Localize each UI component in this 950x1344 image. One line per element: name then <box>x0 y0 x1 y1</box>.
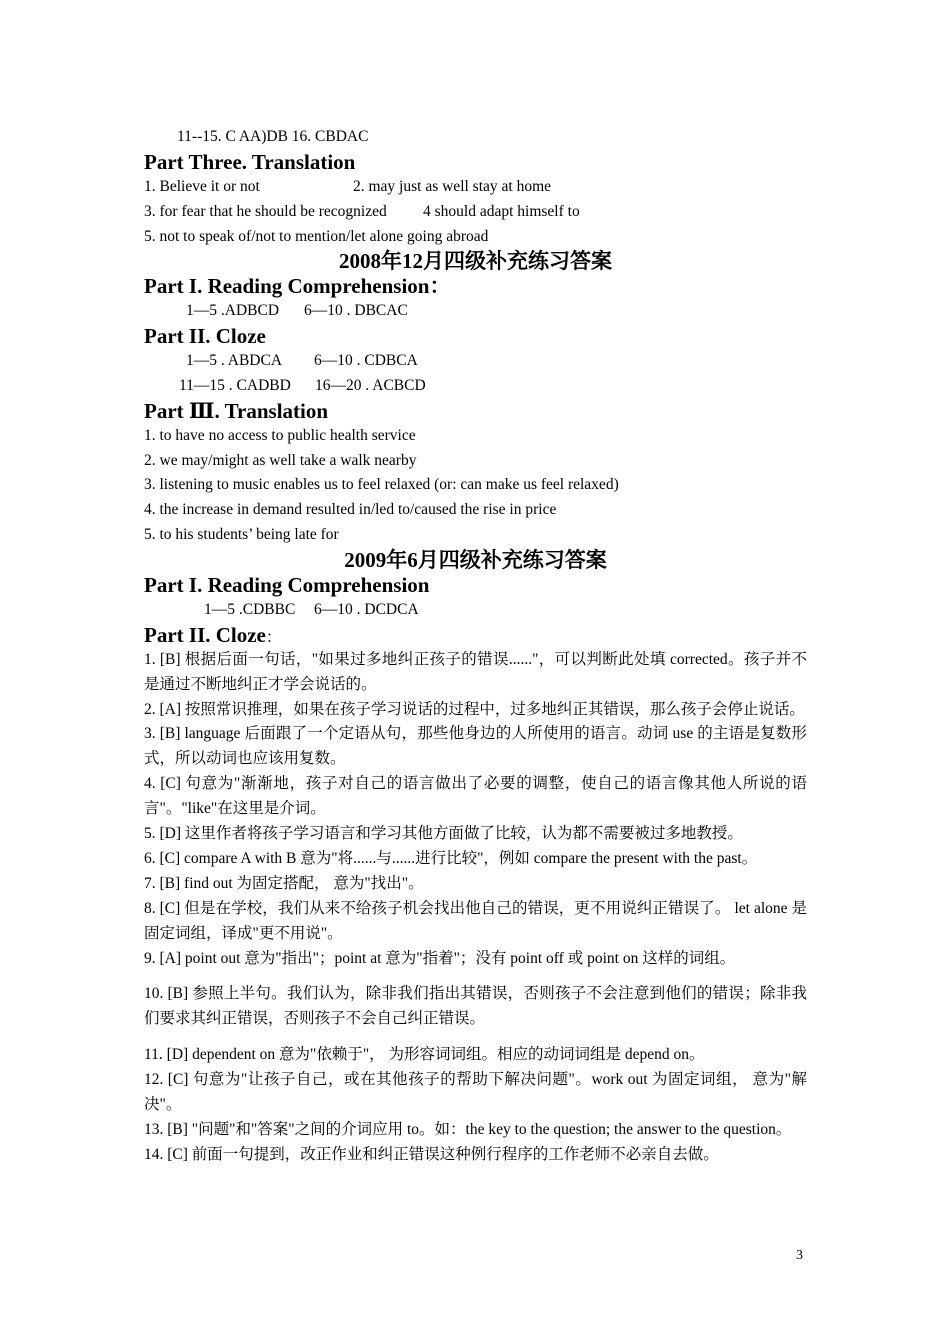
translation-2008-item: 5. to his students’ being late for <box>144 526 339 544</box>
cloze-explanation: 5. [D] 这里作者将孩子学习语言和学习其他方面做了比较，认为都不需要被过多地教授。 <box>144 825 743 843</box>
cloze-heading-colon: ： <box>265 628 282 646</box>
translation-2008-item: 1. to have no access to public health service <box>144 426 416 444</box>
translation-row-3: 5. not to speak of/not to mention/let alone going abroad <box>144 227 489 245</box>
cloze-explanation: 4. [C] 句意为"渐渐地，孩子对自己的语言做出了必要的调整，使自己的语言像其他人所说的语言"。"like"在这里是介词。 <box>144 775 807 818</box>
answer-group: 6—10 . DBCAC <box>304 302 408 320</box>
part-three-heading: Part Three. Translation <box>144 149 356 174</box>
answer-group: 6—10 . DCDCA <box>314 600 419 618</box>
translation-item: 4 should adapt himself to <box>423 202 580 220</box>
translation-2008-item: 4. the increase in demand resulted in/led to/caused the rise in price <box>144 501 557 519</box>
translation-row-1 <box>144 175 807 200</box>
cloze-explanation: 14. [C] 前面一句提到，改正作业和纠正错误这种例行程序的工作老师不必亲自去做。 <box>144 1145 719 1163</box>
cloze-answers-2008-row1 <box>144 349 807 374</box>
answer-group: 6—10 . CDBCA <box>314 352 418 370</box>
translation-row-2 <box>144 200 807 225</box>
cloze-explanation: 3. [B] language 后面跟了一个定语从句，那些他身边的人所使用的语言。动词 use 的主语是复数形式，所以动词也应该用复数。 <box>144 725 807 768</box>
translation-item: 2. may just as well stay at home <box>353 177 552 195</box>
reading-answers-2008 <box>144 299 807 324</box>
translation-heading-2008: Part Ⅲ. Translation <box>144 398 329 423</box>
answer-group: 1—5 .ADBCD <box>186 302 280 320</box>
cloze-explanation: 12. [C] 句意为"让孩子自己，或在其他孩子的帮助下解决问题"。work out 为固定词组， 意为"解决"。 <box>144 1071 807 1114</box>
cloze-explanation: 2. [A] 按照常识推理，如果在孩子学习说话的过程中，过多地纠正其错误，那么孩子会停止说话。 <box>144 700 805 718</box>
section-title-2008: 2008年12月四级补充练习答案 <box>339 249 612 274</box>
answer-group: 16—20 . ACBCD <box>315 376 426 394</box>
reading-answers-2009 <box>144 598 807 623</box>
cloze-answers-2008-row2 <box>144 374 807 399</box>
cloze-explanation: 10. [B] 参照上半句。我们认为，除非我们指出其错误，否则孩子不会注意到他们的错误；除非我们要求其纠正错误，否则孩子不会自己纠正错误。 <box>144 985 807 1028</box>
cloze-explanation: 1. [B] 根据后面一句话，"如果过多地纠正孩子的错误......"，可以判断此处填 corrected。孩子并不是通过不断地纠正才学会说话的。 <box>144 650 807 693</box>
reading-heading-2009: Part I. Reading Comprehension <box>144 573 430 598</box>
answer-group: 1—5 . ABDCA <box>186 352 283 370</box>
cloze-explanation: 9. [A] point out 意为"指出"；point at 意为"指着"；没有 point off 或 point on 这样的词组。 <box>144 949 736 967</box>
translation-item: 3. for fear that he should be recognized <box>144 202 387 220</box>
document-page <box>144 125 807 1168</box>
answer-group: 1—5 .CDBBC <box>204 600 296 618</box>
cloze-explanation: 6. [C] compare A with B 意为"将......与......进行比较"，例如 compare the present with the past。 <box>144 849 758 867</box>
translation-2008-item: 3. listening to music enables us to feel relaxed (or: can make us feel relaxed) <box>144 476 619 494</box>
page-number: 3 <box>796 1248 803 1263</box>
cloze-explanation: 8. [C] 但是在学校，我们从来不给孩子机会找出他自己的错误，更不用说纠正错误了。 let alone 是固定词组，译成"更不用说"。 <box>144 899 807 942</box>
translation-2008-item: 2. we may/might as well take a walk nearby <box>144 451 417 469</box>
cloze-explanation: 11. [D] dependent on 意为"依赖于"， 为形容词词组。相应的动词词组是 depend on。 <box>144 1046 705 1064</box>
cloze-explanation: 13. [B] "问题"和"答案"之间的介词应用 to。如：the key to the question; the answer to the question。 <box>144 1121 792 1139</box>
cloze-heading-text: Part II. Cloze <box>144 622 266 647</box>
answer-group: 11—15 . CADBD <box>179 376 291 394</box>
cloze-heading-2008: Part II. Cloze <box>144 324 266 349</box>
reading-heading-2008: Part I. Reading Comprehension： <box>144 274 451 299</box>
cloze-explanation: 7. [B] find out 为固定搭配， 意为"找出"。 <box>144 874 424 892</box>
answers-top: 11--15. C AA)DB 16. CBDAC <box>177 128 369 145</box>
section-title-2009: 2009年6月四级补充练习答案 <box>344 548 607 573</box>
translation-item: 1. Believe it or not <box>144 177 260 195</box>
cloze-heading-2009 <box>144 623 807 648</box>
